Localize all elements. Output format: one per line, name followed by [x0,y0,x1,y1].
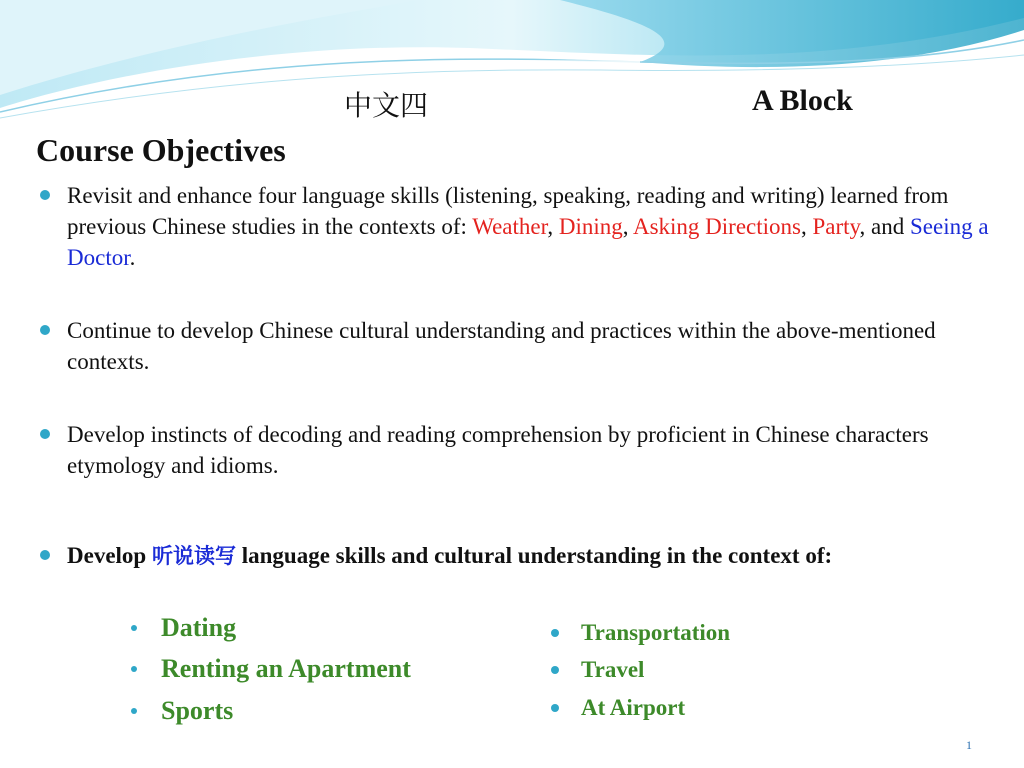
objective-4: Develop 听说读写 language skills and cultural understanding in the context of: [67,540,997,572]
context-weather: Weather [472,214,548,239]
bullet-icon [40,190,50,200]
topic-at-airport: At Airport [581,695,685,721]
page-title: Course Objectives [36,132,286,168]
bullet-icon [131,625,137,631]
objective-1: Revisit and enhance four language skills (listening, speaking, reading and writing) learned from previous Chinese studies in the contexts of: Weather, Dining, Asking Directions, Party, and Seeing a Doctor. [67,180,997,273]
topic-dating: Dating [161,613,236,643]
topic-renting-apartment: Renting an Apartment [161,654,411,684]
bullet-icon [40,429,50,439]
topic-sports: Sports [161,696,233,726]
context-seeing-doctor: Seeing a Doctor [67,214,989,270]
context-party: Party [812,214,860,239]
bullet-icon [131,666,137,672]
slide-title-row [0,84,1024,124]
title-chinese: 中文四 [344,89,429,122]
bullet-icon [551,629,559,637]
page-number: 1 [966,738,972,752]
bullet-icon [40,325,50,335]
four-skills-chinese: 听说读写 [151,544,236,568]
context-dining: Dining [558,214,623,239]
bullet-icon [551,666,559,674]
bullet-icon [131,708,137,714]
bullet-icon [40,550,50,560]
topic-transportation: Transportation [581,620,730,646]
context-asking-directions: Asking Directions [632,214,801,239]
title-block: A Block [752,84,853,117]
objective-3: Develop instincts of decoding and reading comprehension by proficient in Chinese characters etymology and idioms. [67,419,997,481]
objective-2: Continue to develop Chinese cultural understanding and practices within the above-mentioned contexts. [67,315,997,377]
topic-travel: Travel [581,657,644,683]
bullet-icon [551,704,559,712]
